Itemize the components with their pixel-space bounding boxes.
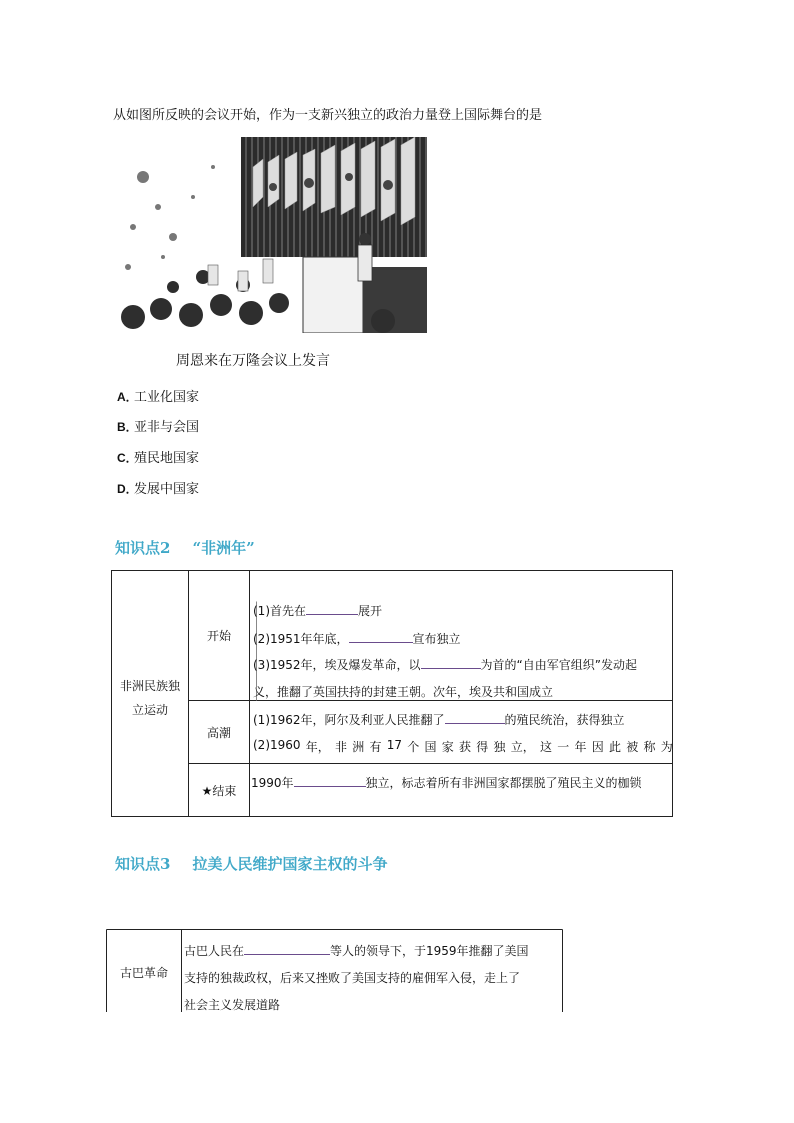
start-2-tail: 宣布独立 — [412, 632, 461, 646]
cuba-1-tail: 等人的领导下，于1959年推翻了美国 — [330, 944, 529, 958]
climax-line-1 — [253, 711, 625, 728]
start-2-text: (2)1951年年底， — [253, 632, 349, 646]
kp3-heading — [115, 853, 387, 874]
question-text: 从如图所反映的会议开始，作为一支新兴独立的政治力量登上国际舞台的是 — [113, 108, 543, 123]
kp2-row-label-line1: 非洲民族独 — [119, 679, 180, 693]
word: 这 — [540, 740, 553, 754]
start-1-text: (1)首先在 — [253, 604, 306, 618]
climax-line-2 — [253, 738, 673, 755]
kp2-row-label-line2: 立运动 — [131, 703, 168, 717]
word: 为 — [660, 740, 673, 754]
climax-1-tail: 的殖民统治，获得独立 — [504, 713, 625, 727]
blank-field[interactable] — [306, 602, 358, 615]
start-1-tail: 展开 — [358, 604, 383, 618]
end-text: 1990年 — [251, 776, 294, 790]
start-line-1 — [253, 602, 382, 619]
word: 立， — [510, 740, 535, 754]
word: 独 — [493, 740, 506, 754]
option-text: 发展中国家 — [134, 482, 200, 497]
kp2-number: 知识点2 — [115, 539, 171, 557]
word: (2)1960 — [253, 738, 301, 752]
word: 有 — [369, 740, 382, 754]
climax-1-text: (1)1962年，阿尔及利亚人民推翻了 — [253, 713, 445, 727]
end-line — [251, 774, 642, 791]
start-line-2 — [253, 630, 461, 647]
cuba-line-3: 社会主义发展道路 — [184, 998, 281, 1012]
cuba-row-label: 古巴革命 — [119, 966, 168, 980]
cuba-line-1 — [184, 942, 529, 959]
end-label: ★结束 — [201, 784, 237, 798]
option-letter: C． — [117, 451, 138, 465]
start-line-3 — [253, 656, 637, 673]
word: 年 — [574, 740, 587, 754]
option-letter: D． — [117, 482, 138, 496]
cuba-line-2: 支持的独裁政权，后来又挫败了美国支持的雇佣军入侵，走上了 — [184, 971, 521, 985]
word: 获 — [459, 740, 472, 754]
start-3-text: (3)1952年，埃及爆发革命，以 — [253, 658, 421, 672]
word: 一 — [557, 740, 570, 754]
cuba-1-text: 古巴人民在 — [184, 944, 245, 958]
option-letter: A． — [117, 390, 138, 404]
blank-field[interactable] — [349, 630, 413, 643]
word: 年， — [305, 740, 330, 754]
option-letter: B． — [117, 420, 138, 434]
word: 国 — [424, 740, 437, 754]
option-text: 殖民地国家 — [134, 451, 200, 466]
word: 被 — [626, 740, 639, 754]
blank-field[interactable] — [294, 774, 366, 787]
start-label: 开始 — [206, 629, 231, 643]
blank-field[interactable] — [421, 656, 481, 669]
start-line-4: 义，推翻了英国扶持的封建王朝。次年，埃及共和国成立 — [253, 685, 554, 699]
word: 洲 — [352, 740, 365, 754]
word: 个 — [407, 740, 420, 754]
blank-field[interactable] — [445, 711, 505, 724]
photo-caption: 周恩来在万隆会议上发言 — [176, 353, 330, 369]
kp3-number: 知识点3 — [115, 855, 171, 873]
option-text: 工业化国家 — [134, 390, 200, 405]
word: 称 — [643, 740, 656, 754]
climax-label: 高潮 — [206, 726, 231, 740]
word: 非 — [335, 740, 348, 754]
word: 家 — [441, 740, 454, 754]
kp2-row-label — [112, 674, 188, 722]
end-tail: 独立，标志着所有非洲国家都摆脱了殖民主义的枷锁 — [365, 776, 642, 790]
option-text: 亚非与会国 — [134, 420, 200, 435]
word: 得 — [476, 740, 489, 754]
blank-field[interactable] — [244, 942, 330, 955]
start-3-tail: 为首的“自由军官组织”发动起 — [480, 658, 637, 672]
word: 17 — [386, 738, 403, 752]
word: 因 — [591, 740, 604, 754]
word: 此 — [609, 740, 622, 754]
kp3-title: 拉美人民维护国家主权的斗争 — [192, 855, 388, 873]
kp2-title: “非洲年” — [192, 539, 255, 557]
